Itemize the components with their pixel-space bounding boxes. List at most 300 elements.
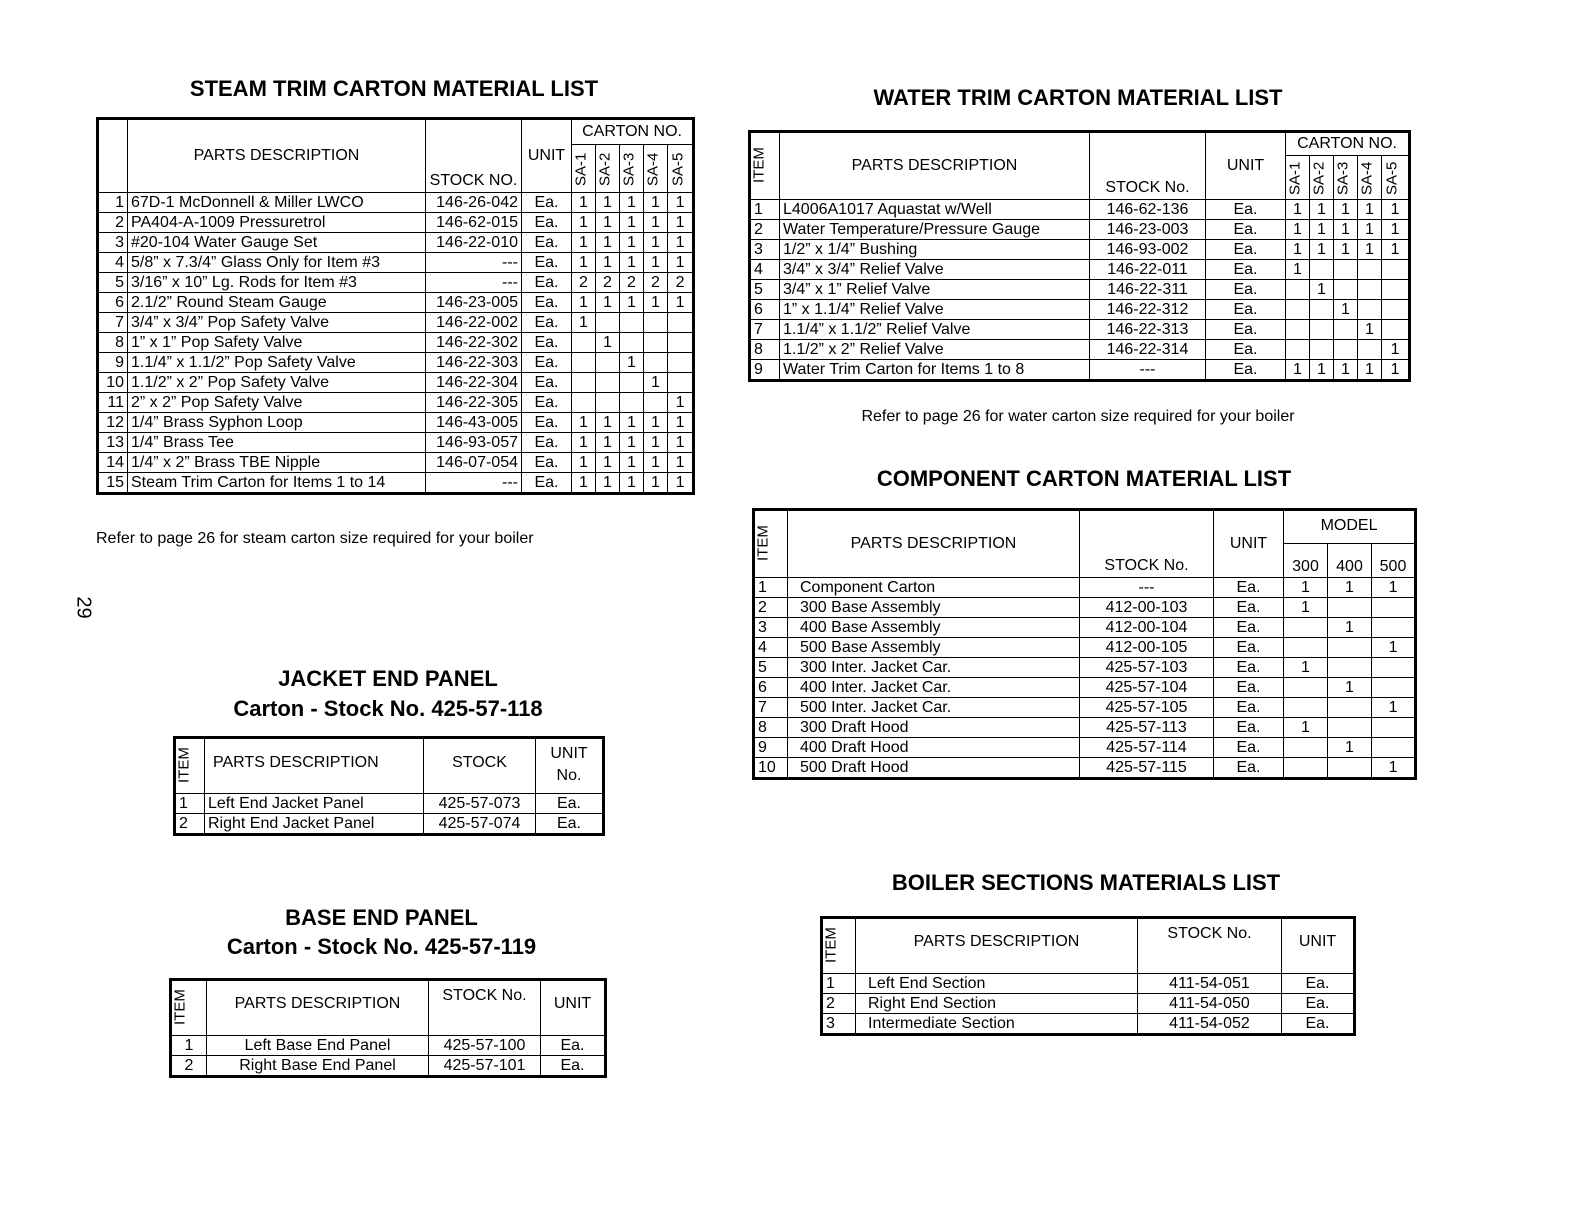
jacket-title: JACKET END PANEL xyxy=(278,666,498,691)
table-cell xyxy=(1310,260,1334,280)
table-cell: 500 Base Assembly xyxy=(788,638,1080,658)
table-cell: Ea. xyxy=(1206,260,1286,280)
table-cell: 1 xyxy=(1284,718,1328,738)
table-cell: 1 xyxy=(644,293,668,313)
table-cell: Ea. xyxy=(522,213,572,233)
table-cell: Ea. xyxy=(522,473,572,494)
table-row xyxy=(98,213,694,233)
table-cell: 1 xyxy=(620,453,644,473)
table-cell: 1/4” Brass Tee xyxy=(128,433,426,453)
table-cell: Ea. xyxy=(536,814,604,835)
table-cell: 1 xyxy=(1328,678,1372,698)
table-cell: 146-93-002 xyxy=(1090,240,1206,260)
table-cell xyxy=(1382,260,1410,280)
steam-sa-header: SA-3 xyxy=(620,145,644,193)
table-row xyxy=(822,1014,1355,1035)
table-cell: 146-07-054 xyxy=(426,453,522,473)
component-model-col-header: 500 xyxy=(1372,544,1416,578)
table-cell: Ea. xyxy=(1214,678,1284,698)
table-cell: 1.1/2” x 2” Pop Safety Valve xyxy=(128,373,426,393)
table-cell: 146-22-311 xyxy=(1090,280,1206,300)
table-cell: Ea. xyxy=(1214,578,1284,598)
table-cell: 1/4” Brass Syphon Loop xyxy=(128,413,426,433)
table-cell: 300 Inter. Jacket Car. xyxy=(788,658,1080,678)
table-cell: 5 xyxy=(98,273,128,293)
table-cell: 1 xyxy=(1286,260,1310,280)
table-row xyxy=(754,578,1416,598)
table-cell: 2 xyxy=(175,814,205,835)
table-row xyxy=(98,473,694,494)
table-row xyxy=(754,718,1416,738)
table-cell: Ea. xyxy=(1206,220,1286,240)
table-cell: 146-23-005 xyxy=(426,293,522,313)
jacket-unit-header: UNIT No. xyxy=(536,738,604,794)
table-cell: Ea. xyxy=(522,233,572,253)
table-cell: 1 xyxy=(1328,578,1372,598)
table-row xyxy=(98,413,694,433)
table-cell: 425-57-101 xyxy=(429,1056,541,1077)
table-cell xyxy=(668,353,694,373)
table-cell xyxy=(1328,698,1372,718)
table-cell xyxy=(1334,320,1358,340)
table-cell: Component Carton xyxy=(788,578,1080,598)
table-cell: 3 xyxy=(754,618,788,638)
table-row xyxy=(98,313,694,333)
table-cell xyxy=(572,353,596,373)
table-cell: 1.1/4” x 1.1/2” Pop Safety Valve xyxy=(128,353,426,373)
table-row xyxy=(750,360,1410,381)
table-cell: 1 xyxy=(596,213,620,233)
table-cell: 1 xyxy=(1358,240,1382,260)
table-cell: Water Trim Carton for Items 1 to 8 xyxy=(780,360,1090,381)
table-cell: 411-54-052 xyxy=(1138,1014,1282,1035)
table-cell: 1 xyxy=(750,200,780,220)
table-cell: 1 xyxy=(644,213,668,233)
steam-desc-header: PARTS DESCRIPTION xyxy=(128,119,426,193)
table-cell: 2 xyxy=(98,213,128,233)
table-cell: 1 xyxy=(1310,360,1334,381)
table-cell: Ea. xyxy=(1206,280,1286,300)
table-cell: 1 xyxy=(668,253,694,273)
table-cell: 1 xyxy=(1358,320,1382,340)
table-cell: 2” x 2” Pop Safety Valve xyxy=(128,393,426,413)
table-cell: Ea. xyxy=(522,353,572,373)
table-row xyxy=(98,333,694,353)
water-table xyxy=(748,130,1411,382)
table-cell: 1 xyxy=(644,373,668,393)
jacket-desc-header: PARTS DESCRIPTION xyxy=(205,738,424,794)
table-cell: 1 xyxy=(596,193,620,213)
jacket-stock-header: STOCK xyxy=(424,738,536,794)
table-cell: 1 xyxy=(1334,220,1358,240)
table-cell xyxy=(572,393,596,413)
table-cell: 146-22-002 xyxy=(426,313,522,333)
water-unit-header: UNIT xyxy=(1206,132,1286,200)
table-cell xyxy=(1358,300,1382,320)
base-body xyxy=(171,1036,606,1077)
table-row xyxy=(754,618,1416,638)
table-cell: 3 xyxy=(750,240,780,260)
table-cell: 1 xyxy=(572,413,596,433)
table-cell: Right End Section xyxy=(856,994,1138,1014)
table-row xyxy=(750,320,1410,340)
table-cell xyxy=(1358,340,1382,360)
table-cell: Ea. xyxy=(522,433,572,453)
table-cell xyxy=(620,393,644,413)
table-cell: 146-22-304 xyxy=(426,373,522,393)
table-cell: 1 xyxy=(572,193,596,213)
table-cell: 146-22-312 xyxy=(1090,300,1206,320)
water-item-header: ITEM xyxy=(750,132,780,200)
table-cell: 1 xyxy=(668,473,694,494)
table-cell: Ea. xyxy=(522,373,572,393)
table-cell: 1 xyxy=(1310,240,1334,260)
steam-sa-header: SA-1 xyxy=(572,145,596,193)
table-cell: Ea. xyxy=(1214,658,1284,678)
table-cell: Intermediate Section xyxy=(856,1014,1138,1035)
table-cell: 1 xyxy=(668,193,694,213)
base-desc-header: PARTS DESCRIPTION xyxy=(207,980,429,1036)
table-cell: 425-57-073 xyxy=(424,794,536,814)
table-cell: Steam Trim Carton for Items 1 to 14 xyxy=(128,473,426,494)
table-cell xyxy=(596,393,620,413)
table-cell: Ea. xyxy=(1206,240,1286,260)
table-cell: 146-22-313 xyxy=(1090,320,1206,340)
table-row xyxy=(750,200,1410,220)
table-cell xyxy=(596,313,620,333)
table-cell xyxy=(1328,718,1372,738)
table-cell: 1 xyxy=(620,253,644,273)
table-cell: --- xyxy=(1090,360,1206,381)
table-cell: 411-54-050 xyxy=(1138,994,1282,1014)
table-cell: 1 xyxy=(1372,758,1416,779)
table-cell: 1 xyxy=(620,413,644,433)
table-cell: 7 xyxy=(754,698,788,718)
table-cell xyxy=(1372,678,1416,698)
table-cell: 1 xyxy=(668,233,694,253)
table-cell: 146-22-302 xyxy=(426,333,522,353)
table-cell: L4006A1017 Aquastat w/Well xyxy=(780,200,1090,220)
water-sa-header: SA-4 xyxy=(1358,156,1382,200)
component-title: COMPONENT CARTON MATERIAL LIST xyxy=(876,466,1292,491)
table-cell xyxy=(1372,718,1416,738)
table-cell: 1 xyxy=(620,293,644,313)
base-title: BASE END PANEL xyxy=(285,905,478,930)
table-cell xyxy=(1284,678,1328,698)
table-cell: 425-57-100 xyxy=(429,1036,541,1056)
table-cell xyxy=(668,313,694,333)
table-cell xyxy=(1284,618,1328,638)
table-row xyxy=(750,220,1410,240)
table-cell: 7 xyxy=(98,313,128,333)
component-unit-header: UNIT xyxy=(1214,510,1284,578)
table-cell: 14 xyxy=(98,453,128,473)
jacket-body xyxy=(175,794,604,835)
table-cell xyxy=(1284,638,1328,658)
table-cell xyxy=(1358,280,1382,300)
steam-note: Refer to page 26 for steam carton size required for your boiler xyxy=(96,530,534,547)
base-unit-header: UNIT xyxy=(541,980,606,1036)
table-cell: 412-00-104 xyxy=(1080,618,1214,638)
table-cell: 1 xyxy=(1328,618,1372,638)
table-cell: Ea. xyxy=(541,1036,606,1056)
table-row xyxy=(822,974,1355,994)
component-model-header: MODEL xyxy=(1284,510,1416,544)
table-cell: Ea. xyxy=(522,313,572,333)
table-cell: 146-93-057 xyxy=(426,433,522,453)
table-cell: 425-57-074 xyxy=(424,814,536,835)
table-cell: 146-22-011 xyxy=(1090,260,1206,280)
table-cell: 3/16” x 10” Lg. Rods for Item #3 xyxy=(128,273,426,293)
boiler-unit-header: UNIT xyxy=(1282,918,1355,974)
table-cell xyxy=(1286,280,1310,300)
table-cell: 1 xyxy=(572,433,596,453)
table-row xyxy=(754,698,1416,718)
table-cell: 2 xyxy=(572,273,596,293)
table-cell: 400 Base Assembly xyxy=(788,618,1080,638)
table-cell xyxy=(644,353,668,373)
table-row xyxy=(98,233,694,253)
table-cell xyxy=(1328,638,1372,658)
table-row xyxy=(98,393,694,413)
table-cell: 1.1/2” x 2” Relief Valve xyxy=(780,340,1090,360)
table-cell xyxy=(1334,340,1358,360)
table-cell xyxy=(572,373,596,393)
table-cell: 8 xyxy=(754,718,788,738)
table-cell: Ea. xyxy=(536,794,604,814)
table-cell: 1 xyxy=(620,213,644,233)
water-title: WATER TRIM CARTON MATERIAL LIST xyxy=(873,85,1283,110)
table-cell: 425-57-113 xyxy=(1080,718,1214,738)
table-cell: 4 xyxy=(754,638,788,658)
table-cell: Ea. xyxy=(1206,300,1286,320)
table-cell: 146-22-010 xyxy=(426,233,522,253)
steam-stock-header: STOCK NO. xyxy=(426,119,522,193)
table-cell: 1 xyxy=(572,213,596,233)
table-cell: 1 xyxy=(1382,240,1410,260)
table-cell: 1 xyxy=(620,433,644,453)
table-cell: 6 xyxy=(98,293,128,313)
table-cell: 6 xyxy=(750,300,780,320)
boiler-stock-header: STOCK No. xyxy=(1138,918,1282,974)
table-cell: 1 xyxy=(572,453,596,473)
table-cell: 1.1/4” x 1.1/2” Relief Valve xyxy=(780,320,1090,340)
table-cell xyxy=(1328,758,1372,779)
table-cell: 1 xyxy=(1372,578,1416,598)
table-cell: 1 xyxy=(1382,200,1410,220)
table-cell: 1 xyxy=(1382,360,1410,381)
table-cell xyxy=(1328,658,1372,678)
table-cell: 3 xyxy=(98,233,128,253)
table-cell: 1 xyxy=(572,313,596,333)
table-cell: 1 xyxy=(596,413,620,433)
table-cell xyxy=(620,313,644,333)
table-cell: 2 xyxy=(754,598,788,618)
table-cell: 9 xyxy=(754,738,788,758)
table-cell: 1 xyxy=(1310,200,1334,220)
table-cell: --- xyxy=(426,473,522,494)
table-cell: 1 xyxy=(596,473,620,494)
table-cell: Ea. xyxy=(1206,320,1286,340)
water-desc-header: PARTS DESCRIPTION xyxy=(780,132,1090,200)
table-cell: PA404-A-1009 Pressuretrol xyxy=(128,213,426,233)
table-row xyxy=(98,253,694,273)
table-cell: 1 xyxy=(1334,240,1358,260)
table-cell: Ea. xyxy=(1214,638,1284,658)
table-cell: 1 xyxy=(98,193,128,213)
table-cell: Ea. xyxy=(1214,698,1284,718)
table-cell xyxy=(1310,340,1334,360)
table-row xyxy=(754,738,1416,758)
table-cell xyxy=(1372,738,1416,758)
steam-body xyxy=(98,193,694,494)
table-cell: Right End Jacket Panel xyxy=(205,814,424,835)
table-cell: 5 xyxy=(754,658,788,678)
table-cell: Ea. xyxy=(1214,738,1284,758)
component-table xyxy=(752,508,1417,780)
water-sa-header: SA-5 xyxy=(1382,156,1410,200)
steam-unit-header: UNIT xyxy=(522,119,572,193)
table-cell: 1 xyxy=(1286,240,1310,260)
component-model-col-header: 400 xyxy=(1328,544,1372,578)
table-row xyxy=(98,433,694,453)
table-cell: Ea. xyxy=(1214,598,1284,618)
table-cell: 500 Draft Hood xyxy=(788,758,1080,779)
table-cell: 146-26-042 xyxy=(426,193,522,213)
table-cell xyxy=(1286,340,1310,360)
table-cell: 146-62-136 xyxy=(1090,200,1206,220)
boiler-desc-header: PARTS DESCRIPTION xyxy=(856,918,1138,974)
table-cell xyxy=(1372,658,1416,678)
table-cell xyxy=(1310,300,1334,320)
table-cell xyxy=(620,373,644,393)
table-cell xyxy=(668,333,694,353)
water-sa-header: SA-2 xyxy=(1310,156,1334,200)
table-cell: 412-00-103 xyxy=(1080,598,1214,618)
table-cell: 67D-1 McDonnell & Miller LWCO xyxy=(128,193,426,213)
table-cell: 1 xyxy=(596,293,620,313)
table-cell: Ea. xyxy=(522,333,572,353)
table-cell: 1/2” x 1/4” Bushing xyxy=(780,240,1090,260)
table-cell: 8 xyxy=(750,340,780,360)
page-number: 29 xyxy=(72,596,95,619)
table-cell: 13 xyxy=(98,433,128,453)
table-cell: 1 xyxy=(596,253,620,273)
water-carton-header: CARTON NO. xyxy=(1286,132,1410,156)
table-row xyxy=(754,658,1416,678)
table-cell: 425-57-103 xyxy=(1080,658,1214,678)
table-cell: Ea. xyxy=(522,253,572,273)
table-row xyxy=(750,300,1410,320)
table-row xyxy=(98,273,694,293)
table-cell: 1 xyxy=(1284,598,1328,618)
table-cell: 146-43-005 xyxy=(426,413,522,433)
table-cell: #20-104 Water Gauge Set xyxy=(128,233,426,253)
table-cell: 1 xyxy=(620,193,644,213)
table-cell: Ea. xyxy=(1206,360,1286,381)
table-cell: 300 Base Assembly xyxy=(788,598,1080,618)
table-cell: 6 xyxy=(754,678,788,698)
table-cell: 2 xyxy=(644,273,668,293)
table-cell: 1 xyxy=(644,473,668,494)
table-cell xyxy=(1286,300,1310,320)
table-cell: 1 xyxy=(1358,360,1382,381)
table-cell: 425-57-105 xyxy=(1080,698,1214,718)
table-cell: Right Base End Panel xyxy=(207,1056,429,1077)
table-cell: 2 xyxy=(668,273,694,293)
table-cell: 300 Draft Hood xyxy=(788,718,1080,738)
table-cell: 400 Inter. Jacket Car. xyxy=(788,678,1080,698)
table-cell: 1 xyxy=(1310,220,1334,240)
table-cell: Ea. xyxy=(522,273,572,293)
component-item-header: ITEM xyxy=(754,510,788,578)
jacket-item-header: ITEM xyxy=(175,738,205,794)
table-cell: 15 xyxy=(98,473,128,494)
table-cell: Ea. xyxy=(1206,200,1286,220)
table-cell: 500 Inter. Jacket Car. xyxy=(788,698,1080,718)
table-cell: 1 xyxy=(1328,738,1372,758)
table-cell xyxy=(620,333,644,353)
water-body xyxy=(750,200,1410,381)
table-cell: 1 xyxy=(1358,200,1382,220)
table-cell xyxy=(644,313,668,333)
table-row xyxy=(822,994,1355,1014)
table-cell: 7 xyxy=(750,320,780,340)
table-cell: Ea. xyxy=(1282,1014,1355,1035)
table-row xyxy=(98,453,694,473)
table-cell: 1 xyxy=(1286,220,1310,240)
table-cell: 1 xyxy=(668,453,694,473)
table-cell: 1 xyxy=(572,253,596,273)
table-cell xyxy=(1382,320,1410,340)
table-cell: 425-57-115 xyxy=(1080,758,1214,779)
table-cell: 1 xyxy=(1286,200,1310,220)
table-cell xyxy=(668,373,694,393)
table-cell: 10 xyxy=(98,373,128,393)
steam-table xyxy=(96,117,695,495)
table-cell: 1 xyxy=(1310,280,1334,300)
table-cell: 1 xyxy=(596,433,620,453)
table-cell: 2 xyxy=(822,994,856,1014)
table-cell: 2 xyxy=(620,273,644,293)
table-cell: 1/4” x 2” Brass TBE Nipple xyxy=(128,453,426,473)
table-cell: 1 xyxy=(1372,698,1416,718)
table-cell xyxy=(1382,280,1410,300)
table-cell: 12 xyxy=(98,413,128,433)
table-cell: 146-23-003 xyxy=(1090,220,1206,240)
table-cell: 1 xyxy=(620,353,644,373)
table-cell: 1 xyxy=(822,974,856,994)
table-cell: 3 xyxy=(822,1014,856,1035)
water-note: Refer to page 26 for water carton size required for your boiler xyxy=(861,408,1295,425)
table-cell xyxy=(596,373,620,393)
table-cell: Ea. xyxy=(522,293,572,313)
table-row xyxy=(171,1036,606,1056)
table-cell xyxy=(1372,618,1416,638)
boiler-title: BOILER SECTIONS MATERIALS LIST xyxy=(891,870,1281,895)
table-cell: --- xyxy=(426,253,522,273)
jacket-table xyxy=(173,736,605,836)
steam-carton-header: CARTON NO. xyxy=(572,119,694,145)
table-cell xyxy=(1286,320,1310,340)
table-row xyxy=(98,353,694,373)
table-cell: Ea. xyxy=(1206,340,1286,360)
table-cell: 146-22-303 xyxy=(426,353,522,373)
table-cell: 10 xyxy=(754,758,788,779)
table-cell: Water Temperature/Pressure Gauge xyxy=(780,220,1090,240)
table-row xyxy=(750,260,1410,280)
table-cell: Left End Section xyxy=(856,974,1138,994)
